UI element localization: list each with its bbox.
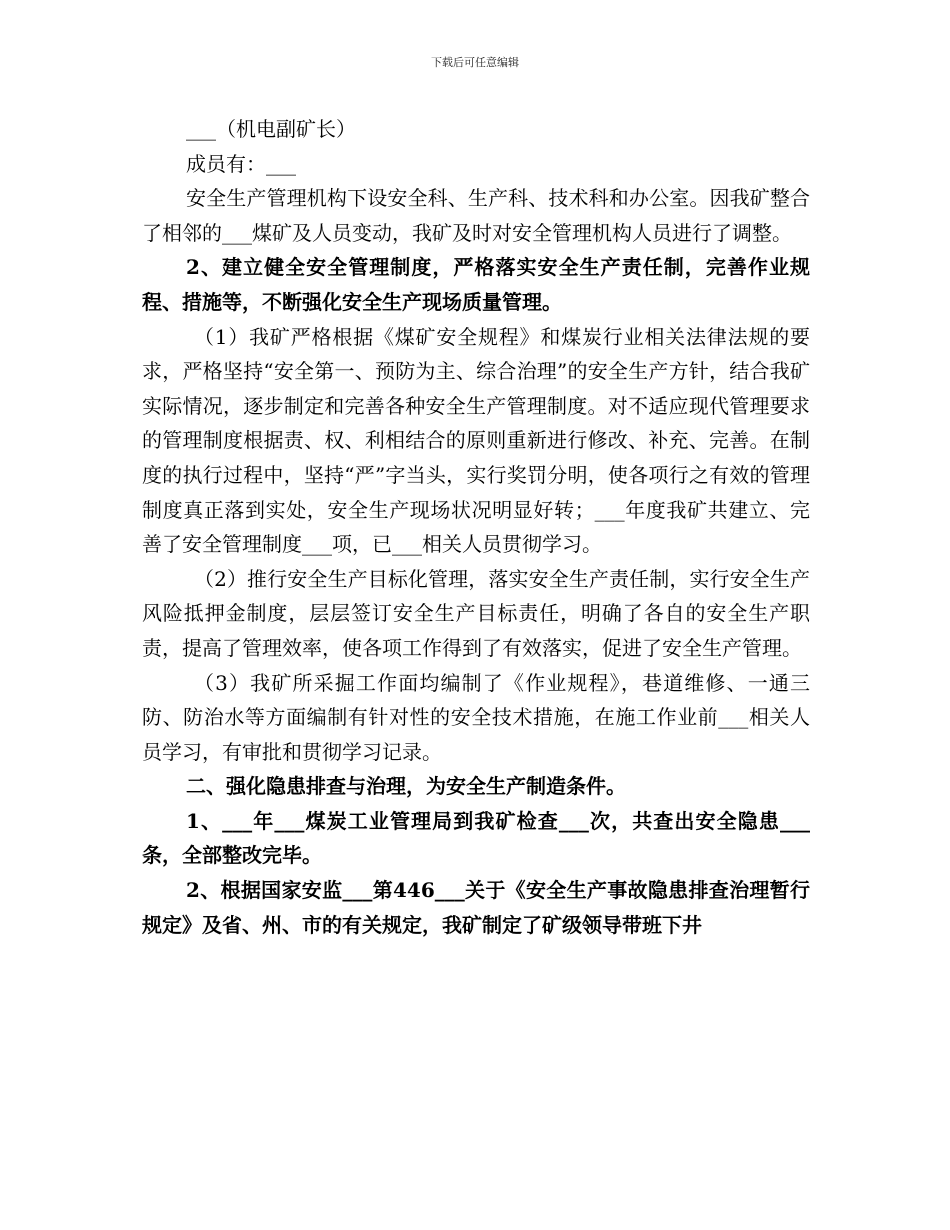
- paragraph-regulation: 2、根据国家安监___第446___关于《安全生产事故隐患排查治理暂行规定》及省、州、市的有关规定，我矿制定了矿级领导带班下井: [142, 878, 810, 937]
- paragraph-members: 成员有：___: [186, 151, 296, 176]
- heading-safety-system: 2、建立健全安全管理制度，严格落实安全生产责任制，完善作业规程、措施等，不断强化安全生产现场质量管理。: [142, 255, 810, 314]
- heading-hazard-inspection: 二、强化隐患排查与治理，为安全生产制造条件。: [186, 774, 626, 799]
- paragraph-management-structure: 安全生产管理机构下设安全科、生产科、技术科和办公室。因我矿整合了相邻的___煤矿及人员变动，我矿及时对安全管理机构人员进行了调整。: [142, 186, 810, 245]
- paragraph-item-1: （1）我矿严格根据《煤矿安全规程》和煤炭行业相关法律法规的要求，严格坚持“安全第一、预防为主、综合治理”的安全生产方针，结合我矿实际情况，逐步制定和完善各种安全生产管理制度。对不适应现代管理要求的管理制度根据责、权、利相结合的原则重新进行修改、补充、完善。在制度的执行过程中，坚持“严”字当头，实行奖罚分明，使各项行之有效的管理制度真正落到实处，安全生产现场状况明显好转；___年度我矿共建立、完善了安全管理制度___项，已___相关人员贯彻学习。: [142, 324, 810, 557]
- paragraph-item-3: （3）我矿所采掘工作面均编制了《作业规程》，巷道维修、一通三防、防治水等方面编制有针对性的安全技术措施，在施工作业前___相关人员学习，有审批和贯彻学习记录。: [142, 670, 810, 764]
- document-body: [142, 112, 810, 942]
- paragraph-item-2: （2）推行安全生产目标化管理，落实安全生产责任制，实行安全生产风险抵押金制度，层层签订安全生产目标责任，明确了各自的安全生产职责，提高了管理效率，使各项工作得到了有效落实，促进了安全生产管理。: [142, 566, 810, 660]
- paragraph-deputy-mine-manager: ___（机电副矿长）: [186, 117, 356, 141]
- page-header: 下载后可任意编辑: [431, 56, 519, 69]
- paragraph-inspection-count: 1、___年___煤炭工业管理局到我矿检查___次，共查出安全隐患___条，全部整改完毕。: [142, 808, 810, 868]
